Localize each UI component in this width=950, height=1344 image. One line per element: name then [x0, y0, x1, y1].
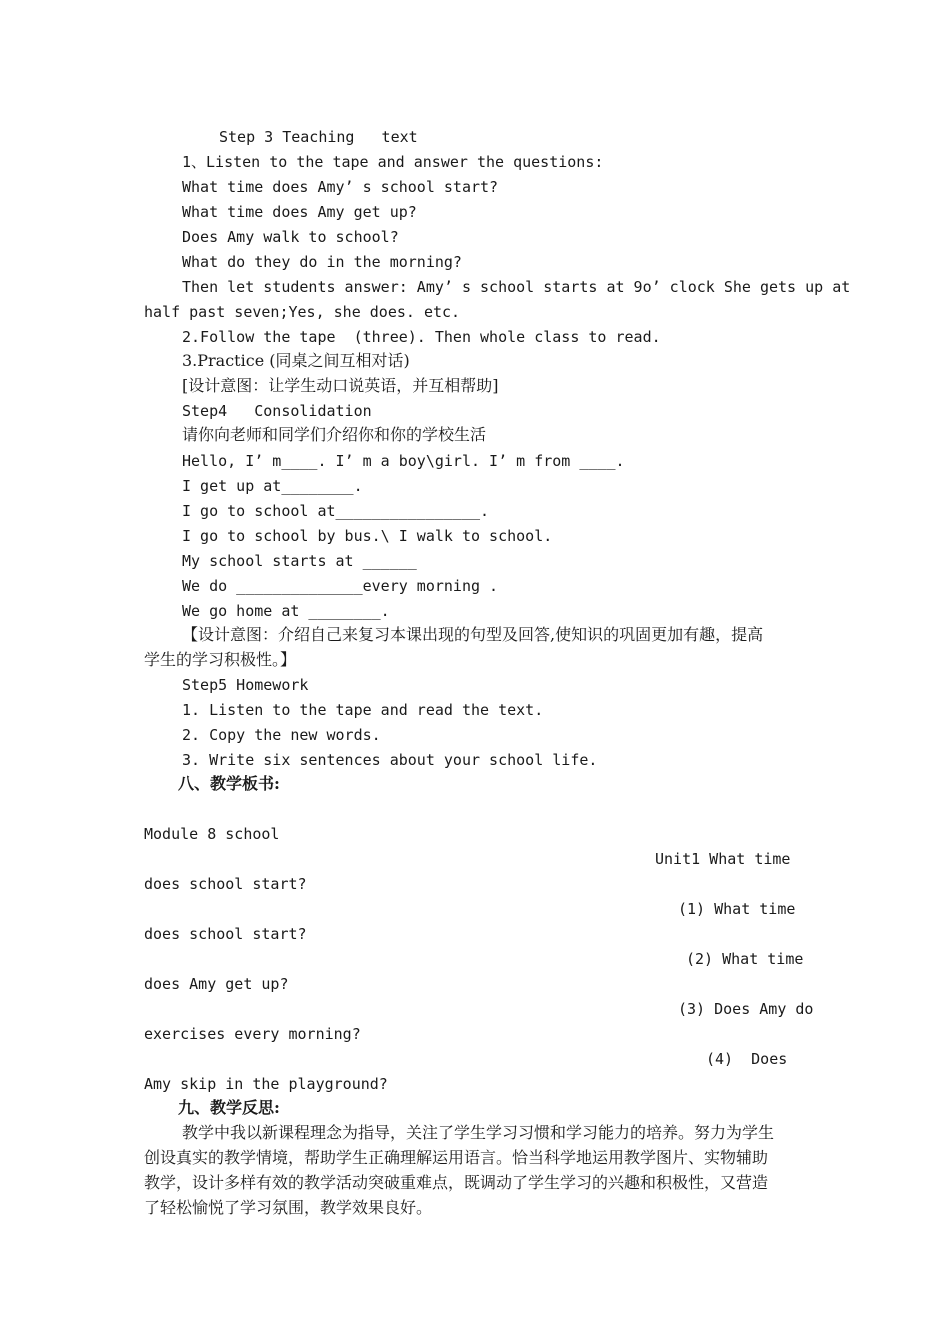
answer-line: Then let students answer: Amy’ s school starts at 9o’ clock She gets up at: [182, 278, 851, 296]
question-line: What time does Amy’ s school start?: [182, 178, 499, 196]
board-unit: Unit1 What time: [655, 850, 791, 868]
step3-item3: 3.Practice (同桌之间互相对话): [182, 351, 410, 370]
step3-heading: Step 3 Teaching text: [219, 128, 418, 146]
homework-item: 3. Write six sentences about your school life.: [182, 751, 598, 769]
board-heading: 八、教学板书:: [178, 774, 280, 793]
step4-instruction: 请你向老师和同学们介绍你和你的学校生活: [182, 425, 487, 444]
question-line: What do they do in the morning?: [182, 253, 462, 271]
homework-item: 1. Listen to the tape and read the text.: [182, 701, 544, 719]
board-question: does Amy get up?: [144, 975, 289, 993]
homework-item: 2. Copy the new words.: [182, 726, 381, 744]
design-intent: 【设计意图：介绍自己来复习本课出现的句型及回答,使知识的巩固更加有趣，提高: [182, 625, 764, 644]
board-question: (1) What time: [678, 900, 796, 918]
answer-line: half past seven;Yes, she does. etc.: [144, 303, 461, 321]
board-question: (3) Does Amy do: [678, 1000, 814, 1018]
fill-in-sentence: My school starts at ______: [182, 552, 417, 570]
board-title: Module 8 school: [144, 825, 280, 843]
question-line: Does Amy walk to school?: [182, 228, 399, 246]
fill-in-sentence: I go to school at________________.: [182, 502, 490, 520]
board-question: (2) What time: [686, 950, 804, 968]
step5-heading: Step5 Homework: [182, 676, 309, 694]
reflection-line: 创设真实的教学情境，帮助学生正确理解运用语言。恰当科学地运用教学图片、实物辅助: [144, 1148, 769, 1167]
fill-in-sentence: Hello, I’ m____. I’ m a boy\girl. I’ m from ____.: [182, 452, 625, 470]
board-question: does school start?: [144, 925, 307, 943]
reflection-line: 教学中我以新课程理念为指导，关注了学生学习习惯和学习能力的培养。努力为学生: [182, 1123, 775, 1142]
board-question: (4) Does: [706, 1050, 788, 1068]
board-unit: does school start?: [144, 875, 307, 893]
reflection-line: 了轻松愉悦了学习氛围，教学效果良好。: [144, 1198, 433, 1217]
reflection-heading: 九、教学反思:: [178, 1098, 280, 1117]
fill-in-sentence: We do ______________every morning .: [182, 577, 499, 595]
fill-in-sentence: I get up at________.: [182, 477, 363, 495]
fill-in-sentence: I go to school by bus.\ I walk to school.: [182, 527, 553, 545]
step3-item1: 1、Listen to the tape and answer the questions:: [182, 153, 604, 171]
board-question: Amy skip in the playground?: [144, 1075, 388, 1093]
fill-in-sentence: We go home at ________.: [182, 602, 390, 620]
reflection-line: 教学，设计多样有效的教学活动突破重难点，既调动了学生学习的兴趣和积极性，又营造: [144, 1173, 769, 1192]
step4-heading: Step4 Consolidation: [182, 402, 372, 420]
design-intent: [设计意图：让学生动口说英语，并互相帮助]: [182, 376, 499, 395]
step3-item2: 2.Follow the tape (three). Then whole class to read.: [182, 328, 661, 346]
question-line: What time does Amy get up?: [182, 203, 417, 221]
design-intent: 学生的学习积极性。】: [144, 650, 297, 669]
board-question: exercises every morning?: [144, 1025, 361, 1043]
